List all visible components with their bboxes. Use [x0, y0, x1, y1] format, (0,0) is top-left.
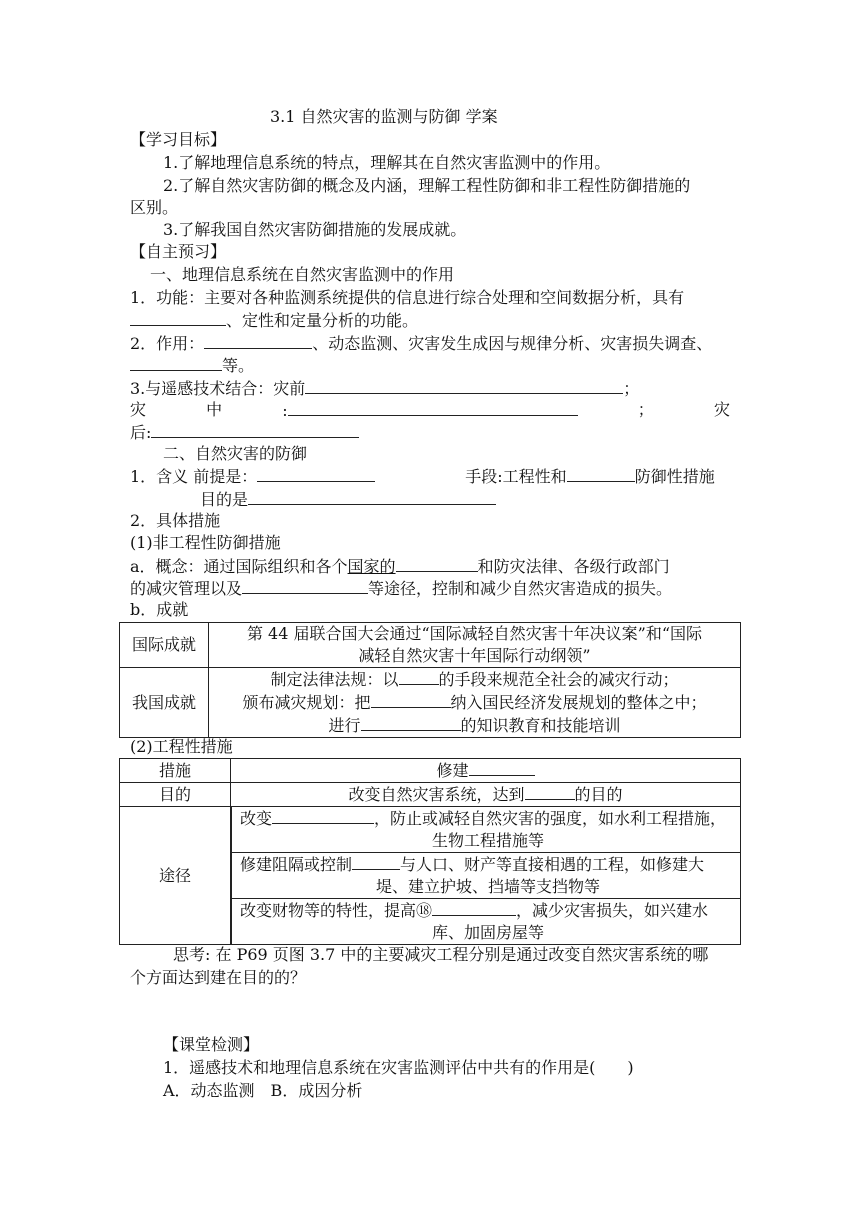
table-row: [120, 668, 741, 738]
blank-line[interactable]: [361, 714, 461, 731]
blank-line[interactable]: [305, 377, 623, 394]
check-heading: 【课堂检测】: [163, 1035, 260, 1054]
think-line2: 个方面达到建在目的的？: [130, 968, 307, 987]
role-line1: 2．作用： 、动态监测、灾害发生成因与规律分析、灾害损失调查、: [130, 334, 713, 353]
function-line1: 1．功能：主要对各种监测系统提供的信息进行综合处理和空间数据分析，具有: [130, 288, 685, 307]
objective-2-line2: 区别。: [130, 198, 179, 217]
blank-line[interactable]: [272, 807, 374, 824]
question-1: 1．遥感技术和地理信息系统在灾害监测评估中共有的作用是( ): [163, 1058, 634, 1077]
rs-before-line: 3.与遥感技术结合：灾前 ；: [130, 379, 640, 398]
engineering-heading: (2)工程性措施: [130, 737, 233, 756]
blank-line[interactable]: [257, 465, 375, 482]
blank-line[interactable]: [204, 332, 312, 349]
blank-line[interactable]: [371, 691, 451, 708]
concept-line1: a．概念：通过国际组织和各个国家的 和防灾法律、各级行政部门: [130, 557, 670, 576]
rs-after-line: 后:: [130, 421, 359, 444]
blank-line[interactable]: [525, 783, 575, 800]
table-cell: 改变自然灾害系统，达到 的目的: [231, 783, 741, 807]
objective-1: 1.了解地理信息系统的特点，理解其在自然灾害监测中的作用。: [163, 153, 611, 172]
question-1-options: A．动态监测 B．成因分析: [163, 1081, 363, 1100]
rs-during-line: 灾 中 : ； 灾: [130, 400, 730, 420]
table-cell: 我国成就: [120, 668, 209, 738]
table-row: [120, 623, 741, 668]
objective-3: 3.了解我国自然灾害防御措施的发展成就。: [163, 220, 467, 239]
definition-goal-line: 目的是: [200, 488, 496, 511]
table-cell: 目的: [120, 783, 231, 807]
function-line2: 、定性和定量分析的功能。: [130, 309, 418, 332]
role-line2: 等。: [130, 354, 254, 377]
table-cell: 国际成就: [120, 623, 209, 668]
table-cell: 改变财物等的特性，提高⑱ ，减少灾害损失，如兴建水 库、加固房屋等: [232, 899, 741, 945]
achievements-heading: b．成就: [130, 600, 189, 619]
think-line1: 思考: 在 P69 页图 3.7 中的主要减灾工程分别是通过改变自然灾害系统的哪: [173, 945, 709, 964]
blank-line[interactable]: [130, 309, 226, 326]
concept-line2: 的减灾管理以及 等途径，控制和减少自然灾害造成的损失。: [130, 579, 673, 598]
blank-line[interactable]: [248, 488, 496, 505]
page-title: 3.1 自然灾害的监测与防御 学案: [270, 107, 498, 126]
blank-line[interactable]: [469, 759, 535, 776]
blank-line[interactable]: [396, 555, 478, 572]
blank-line[interactable]: [352, 853, 400, 870]
table-row: [120, 783, 741, 807]
table-row: [120, 807, 741, 853]
table-cell: 改变 ，防止或减轻自然灾害的强度，如水利工程措施， 生物工程措施等: [232, 807, 741, 853]
engineering-table: [119, 758, 741, 945]
non-engineering-heading: (1)非工程性防御措施: [130, 533, 281, 552]
blank-line[interactable]: [242, 577, 368, 594]
blank-line[interactable]: [432, 899, 516, 916]
blank-line[interactable]: [399, 668, 439, 685]
table-row: [120, 759, 741, 783]
table-cell: 第 44 届联合国大会通过“国际减轻自然灾害十年决议案”和“国际 减轻自然灾害十年国际行动纲领”: [209, 623, 741, 668]
blank-line[interactable]: [130, 354, 222, 371]
preview-heading: 【自主预习】: [130, 242, 227, 261]
table-cell: 途径: [120, 807, 231, 945]
objective-2-line1: 2.了解自然灾害防御的概念及内涵，理解工程性防御和非工程性防御措施的: [163, 176, 691, 195]
table-cell: 制定法律法规：以 的手段来规范全社会的减灾行动； 颁布减灾规划：把 纳入国民经济发展规划的整体之中； 进行 的知识教育和技能培训: [209, 668, 741, 738]
measures-heading: 2．具体措施: [130, 511, 221, 530]
table-cell: 修建: [231, 759, 741, 783]
definition-line: 1．含义 前提是： 手段:工程性和 防御性措施: [130, 467, 715, 486]
section-1-heading: 一、地理信息系统在自然灾害监测中的作用: [150, 265, 455, 284]
achievements-table: [119, 622, 741, 738]
objectives-heading: 【学习目标】: [130, 130, 227, 149]
blank-line[interactable]: [151, 421, 359, 438]
blank-line[interactable]: [567, 465, 635, 482]
blank-line[interactable]: [288, 399, 578, 416]
table-cell: 措施: [120, 759, 231, 783]
table-cell: 修建阻隔或控制 与人口、财产等直接相遇的工程，如修建大 堤、建立护坡、挡墙等支挡物等: [232, 853, 741, 899]
section-2-heading: 二、自然灾害的防御: [163, 444, 308, 463]
